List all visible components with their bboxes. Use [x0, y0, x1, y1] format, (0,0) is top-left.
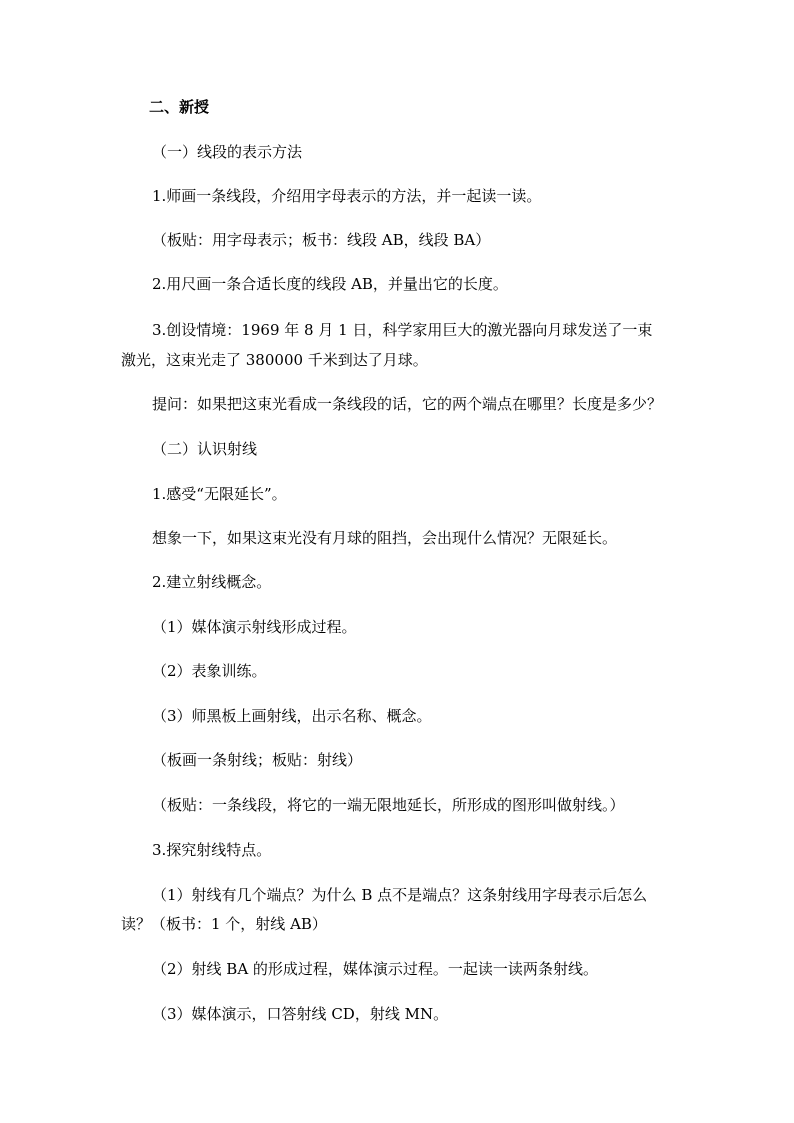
paragraph-continuation: 激光，这束光走了 380000 千米到达了月球。: [121, 351, 428, 369]
paragraph: （板画一条射线；板贴：射线）: [152, 751, 363, 769]
paragraph: 3.创设情境：1969 年 8 月 1 日，科学家用巨大的激光器向月球发送了一束: [152, 321, 653, 339]
paragraph: 2.用尺画一条合适长度的线段 AB，并量出它的长度。: [152, 275, 508, 293]
paragraph: （3）师黑板上画射线，出示名称、概念。: [152, 707, 432, 725]
section-heading: 二、新授: [149, 98, 210, 116]
paragraph: 1.师画一条线段，介绍用字母表示的方法，并一起读一读。: [152, 187, 542, 205]
paragraph: （2）射线 BA 的形成过程，媒体演示过程。一起读一读两条射线。: [152, 960, 598, 978]
paragraph-continuation: 读？（板书：1 个，射线 AB）: [121, 915, 327, 933]
paragraph: 提问：如果把这束光看成一条线段的话，它的两个端点在哪里？长度是多少？: [152, 395, 663, 413]
paragraph: 想象一下，如果这束光没有月球的阻挡，会出现什么情况？无限延长。: [152, 529, 618, 547]
paragraph: 2.建立射线概念。: [152, 573, 272, 591]
subsection-title-ray: （二）认识射线: [152, 440, 258, 458]
paragraph: 1.感受“无限延长”。: [152, 485, 287, 503]
paragraph: （板贴：一条线段，将它的一端无限地延长，所形成的图形叫做射线。）: [152, 796, 625, 814]
paragraph: 3.探究射线特点。: [152, 841, 272, 859]
paragraph: （2）表象训练。: [152, 662, 267, 680]
paragraph: （板贴：用字母表示；板书：线段 AB，线段 BA）: [152, 231, 491, 249]
paragraph: （1）射线有几个端点？为什么 B 点不是端点？这条射线用字母表示后怎么: [152, 886, 648, 904]
subsection-title-line-segment: （一）线段的表示方法: [152, 143, 303, 161]
paragraph: （3）媒体演示，口答射线 CD，射线 MN。: [152, 1005, 449, 1023]
paragraph: （1）媒体演示射线形成过程。: [152, 618, 357, 636]
